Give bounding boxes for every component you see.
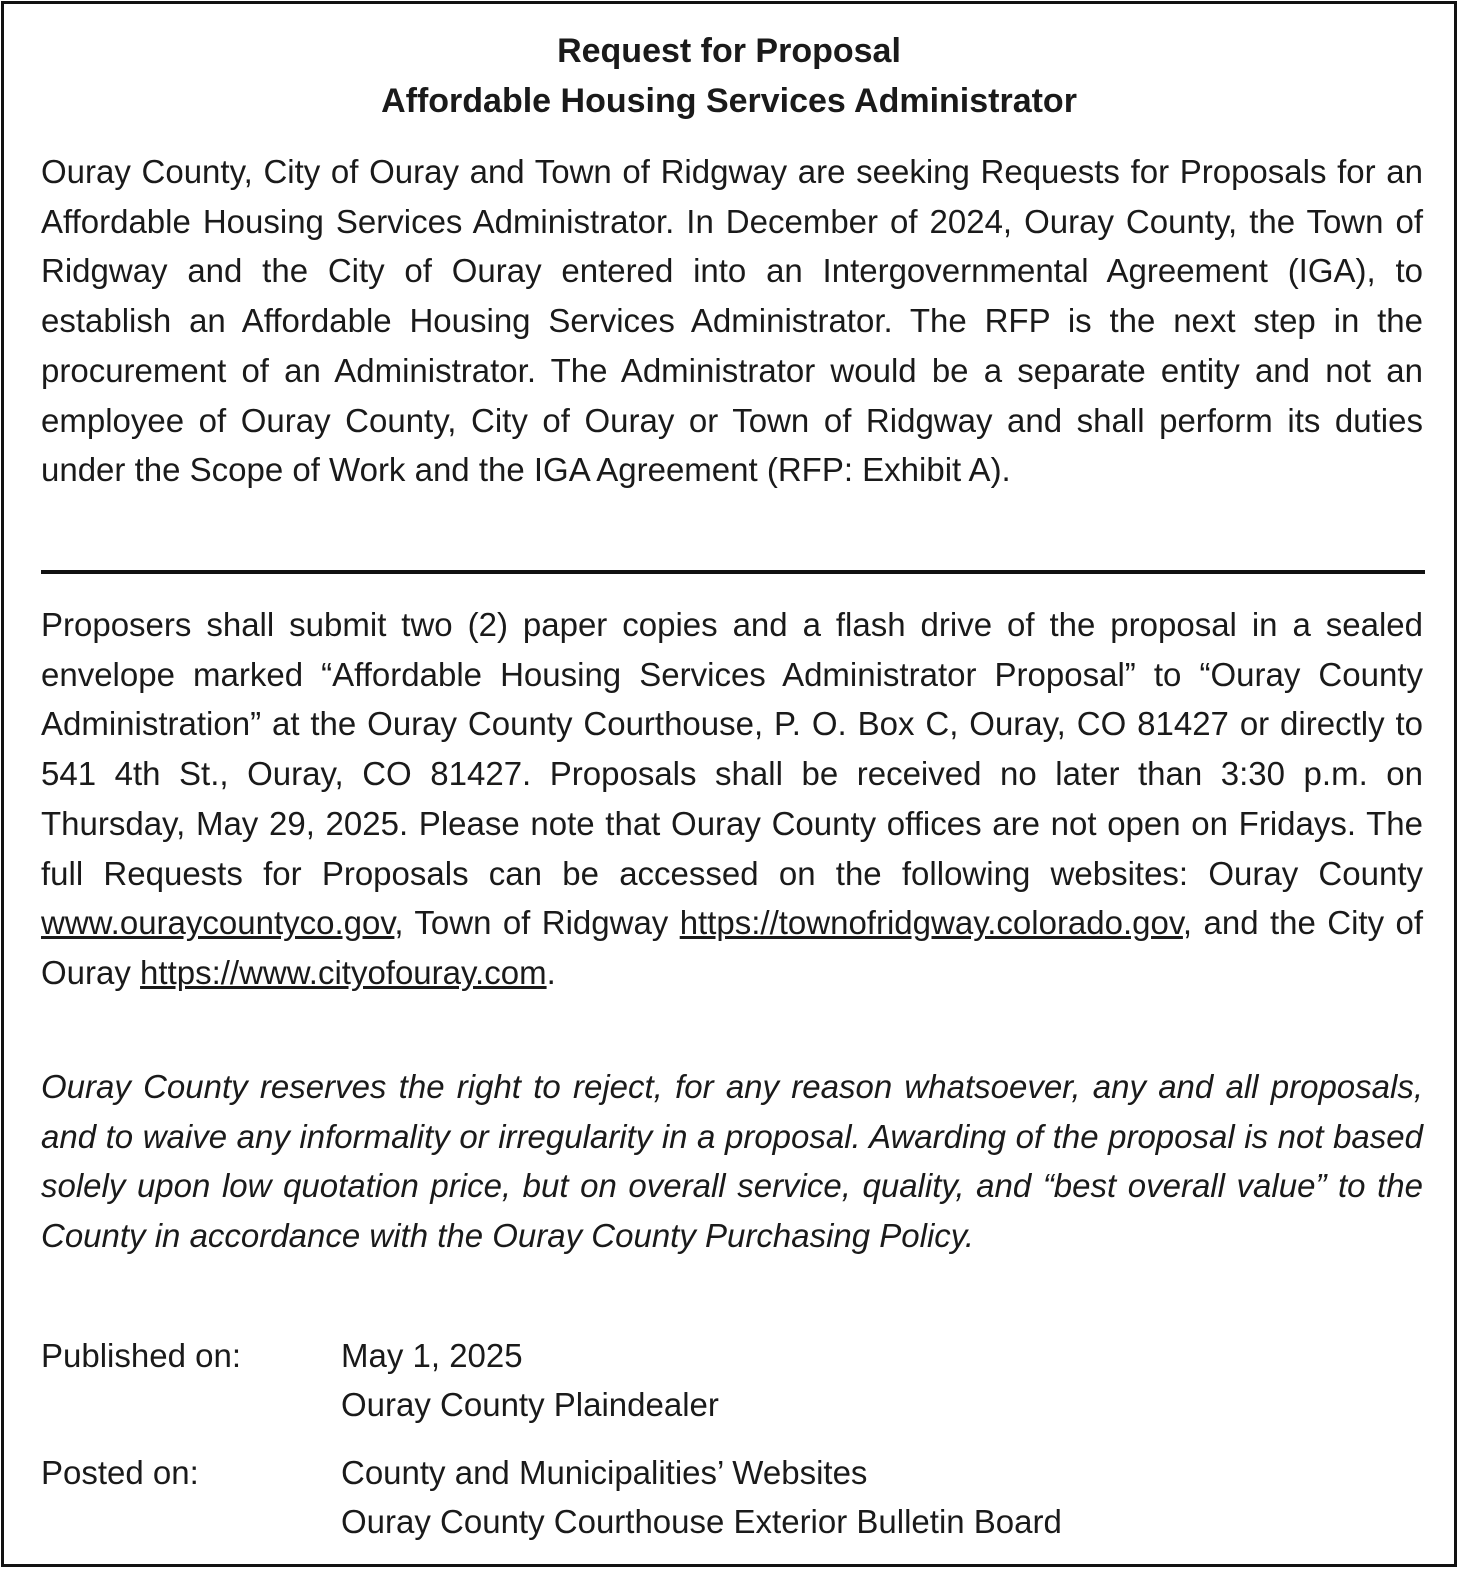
city-of-ouray-link[interactable]: https://www.cityofouray.com (140, 953, 547, 991)
published-on-label: Published on: (41, 1337, 241, 1374)
disclaimer-paragraph: Ouray County reserves the right to reject, for any reason whatsoever, any and all proposals, and to waive any informality or irregularity in a proposal. Awarding of the proposal is not based solely upon low quotation price, but on overall service, quality, and “best overall value” to the County in accordance with the Ouray County Purchasing Policy. (41, 1068, 1423, 1255)
section-divider (41, 570, 1425, 574)
posted-location-websites: County and Municipalities’ Websites (341, 1454, 868, 1491)
posted-on-label: Posted on: (41, 1454, 199, 1491)
notice-title: Request for Proposal (557, 32, 901, 70)
published-newspaper: Ouray County Plaindealer (341, 1386, 719, 1423)
intro-paragraph: Ouray County, City of Ouray and Town of Ridgway are seeking Requests for Proposals for an Affordable Housing Services Administrator. In December of 2024, Ouray County, the Town of Ridgway and the City of Ouray entered into an Intergovernmental Agreement (IGA), to establish an Affordable Housing Services Administrator. The RFP is the next step in the procurement of an Administrator. The Administrator would be a separate entity and not an employee of Ouray County, City of Ouray or Town of Ridgway and shall perform its duties under the Scope of Work and the IGA Agreement (RFP: Exhibit A). (41, 153, 1423, 489)
submission-text-4: . (546, 953, 556, 991)
notice-subtitle: Affordable Housing Services Administrator (381, 82, 1077, 120)
submission-text-3: , and the City of Ouray (41, 904, 1423, 991)
submission-paragraph (41, 600, 1423, 998)
rfp-notice (1, 1, 1457, 1567)
notice-header (4, 26, 1454, 126)
published-date: May 1, 2025 (341, 1337, 523, 1374)
posted-location-bulletin-board: Ouray County Courthouse Exterior Bulletin Board (341, 1503, 1062, 1540)
ouray-county-link[interactable]: www.ouraycountyco.gov (41, 904, 395, 942)
submission-text-1: Proposers shall submit two (2) paper copies and a flash drive of the proposal in a sealed envelope marked “Affordable Housing Services Administrator Proposal” to “Ouray County Administration” at the Ouray County Courthouse, P. O. Box C, Ouray, CO 81427 or directly to 541 4th St., Ouray, CO 81427. Proposals shall be received no later than 3:30 p.m. on Thursday, May 29, 2025. Please note that Ouray County offices are not open on Fridays. The full Requests for Proposals can be accessed on the following websites: Ouray County (41, 606, 1423, 892)
ridgway-link[interactable]: https://townofridgway.colorado.gov (679, 904, 1183, 942)
submission-text-2: , Town of Ridgway (394, 904, 680, 942)
